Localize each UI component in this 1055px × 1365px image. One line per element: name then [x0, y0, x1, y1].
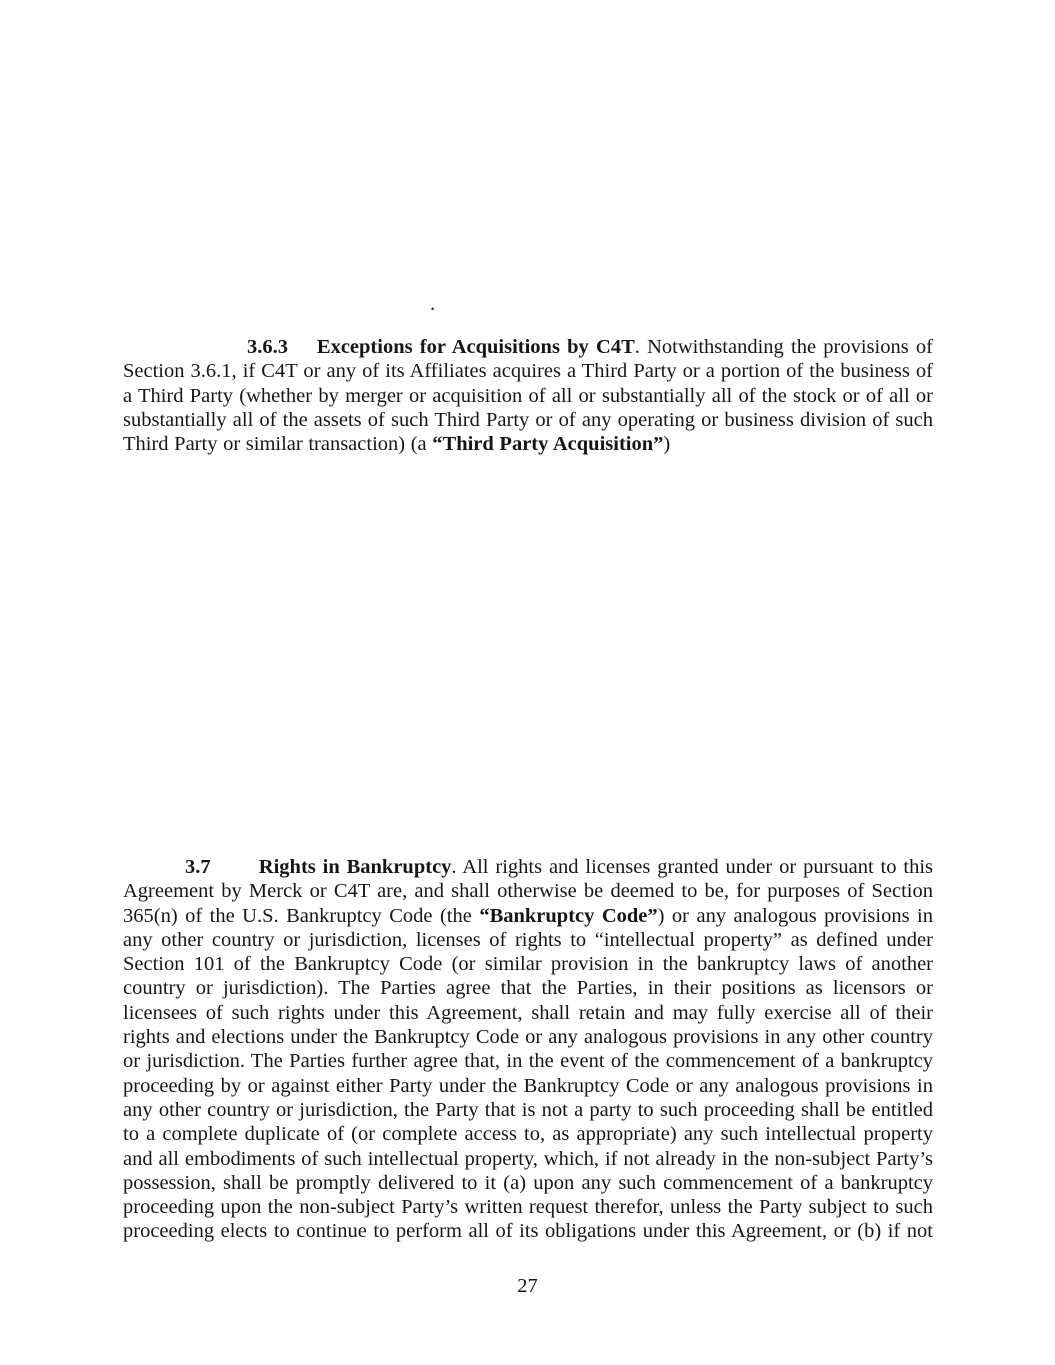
page-number: 27 [517, 1275, 538, 1297]
paragraph-section-3-6-3: 3.6.3 Exceptions for Acquisitions by C4T. Notwithstanding the provisions of Section 3.6.1, if C4T or any of its Affiliates acquires a Third Party or a portion of the business of a Third Party (whether by merger or acquisition of all or substantially all of the stock or of all or substantially all of the assets of such Third Party or of any operating or business division of such Third Party or similar transaction) (a “Third Party Acquisition”) [123, 336, 933, 456]
paragraph-section-3-7: 3.7 Rights in Bankruptcy. All rights and licenses granted under or pursuant to this Agreement by Merck or C4T are, and shall otherwise be deemed to be, for purposes of Section 365(n) of the U.S. Bankruptcy Code (the “Bankruptcy Code”) or any analogous provisions in any other country or jurisdiction, licenses of rights to “intellectual property” as defined under Section 101 of the Bankruptcy Code (or similar provision in the bankruptcy laws of another country or jurisdiction). The Parties agree that the Parties, in their positions as licensors or licensees of such rights under this Agreement, shall retain and may fully exercise all of their rights and elections under the Bankruptcy Code or any analogous provisions in any other country or jurisdiction. The Parties further agree that, in the event of the commencement of a bankruptcy proceeding by or against either Party under the Bankruptcy Code or any analogous provisions in any other country or jurisdiction, the Party that is not a party to such proceeding shall be entitled to a complete duplicate of (or complete access to, as appropriate) any such intellectual property and all embodiments of such intellectual property, which, if not already in the non-subject Party’s possession, shall be promptly delivered to it (a) upon any such commencement of a bankruptcy proceeding upon the non-subject Party’s written request therefor, unless the Party subject to such proceeding elects to continue to perform all of its obligations under this Agreement, or (b) if not [123, 856, 934, 1243]
stray-period-mark: . [430, 293, 436, 315]
